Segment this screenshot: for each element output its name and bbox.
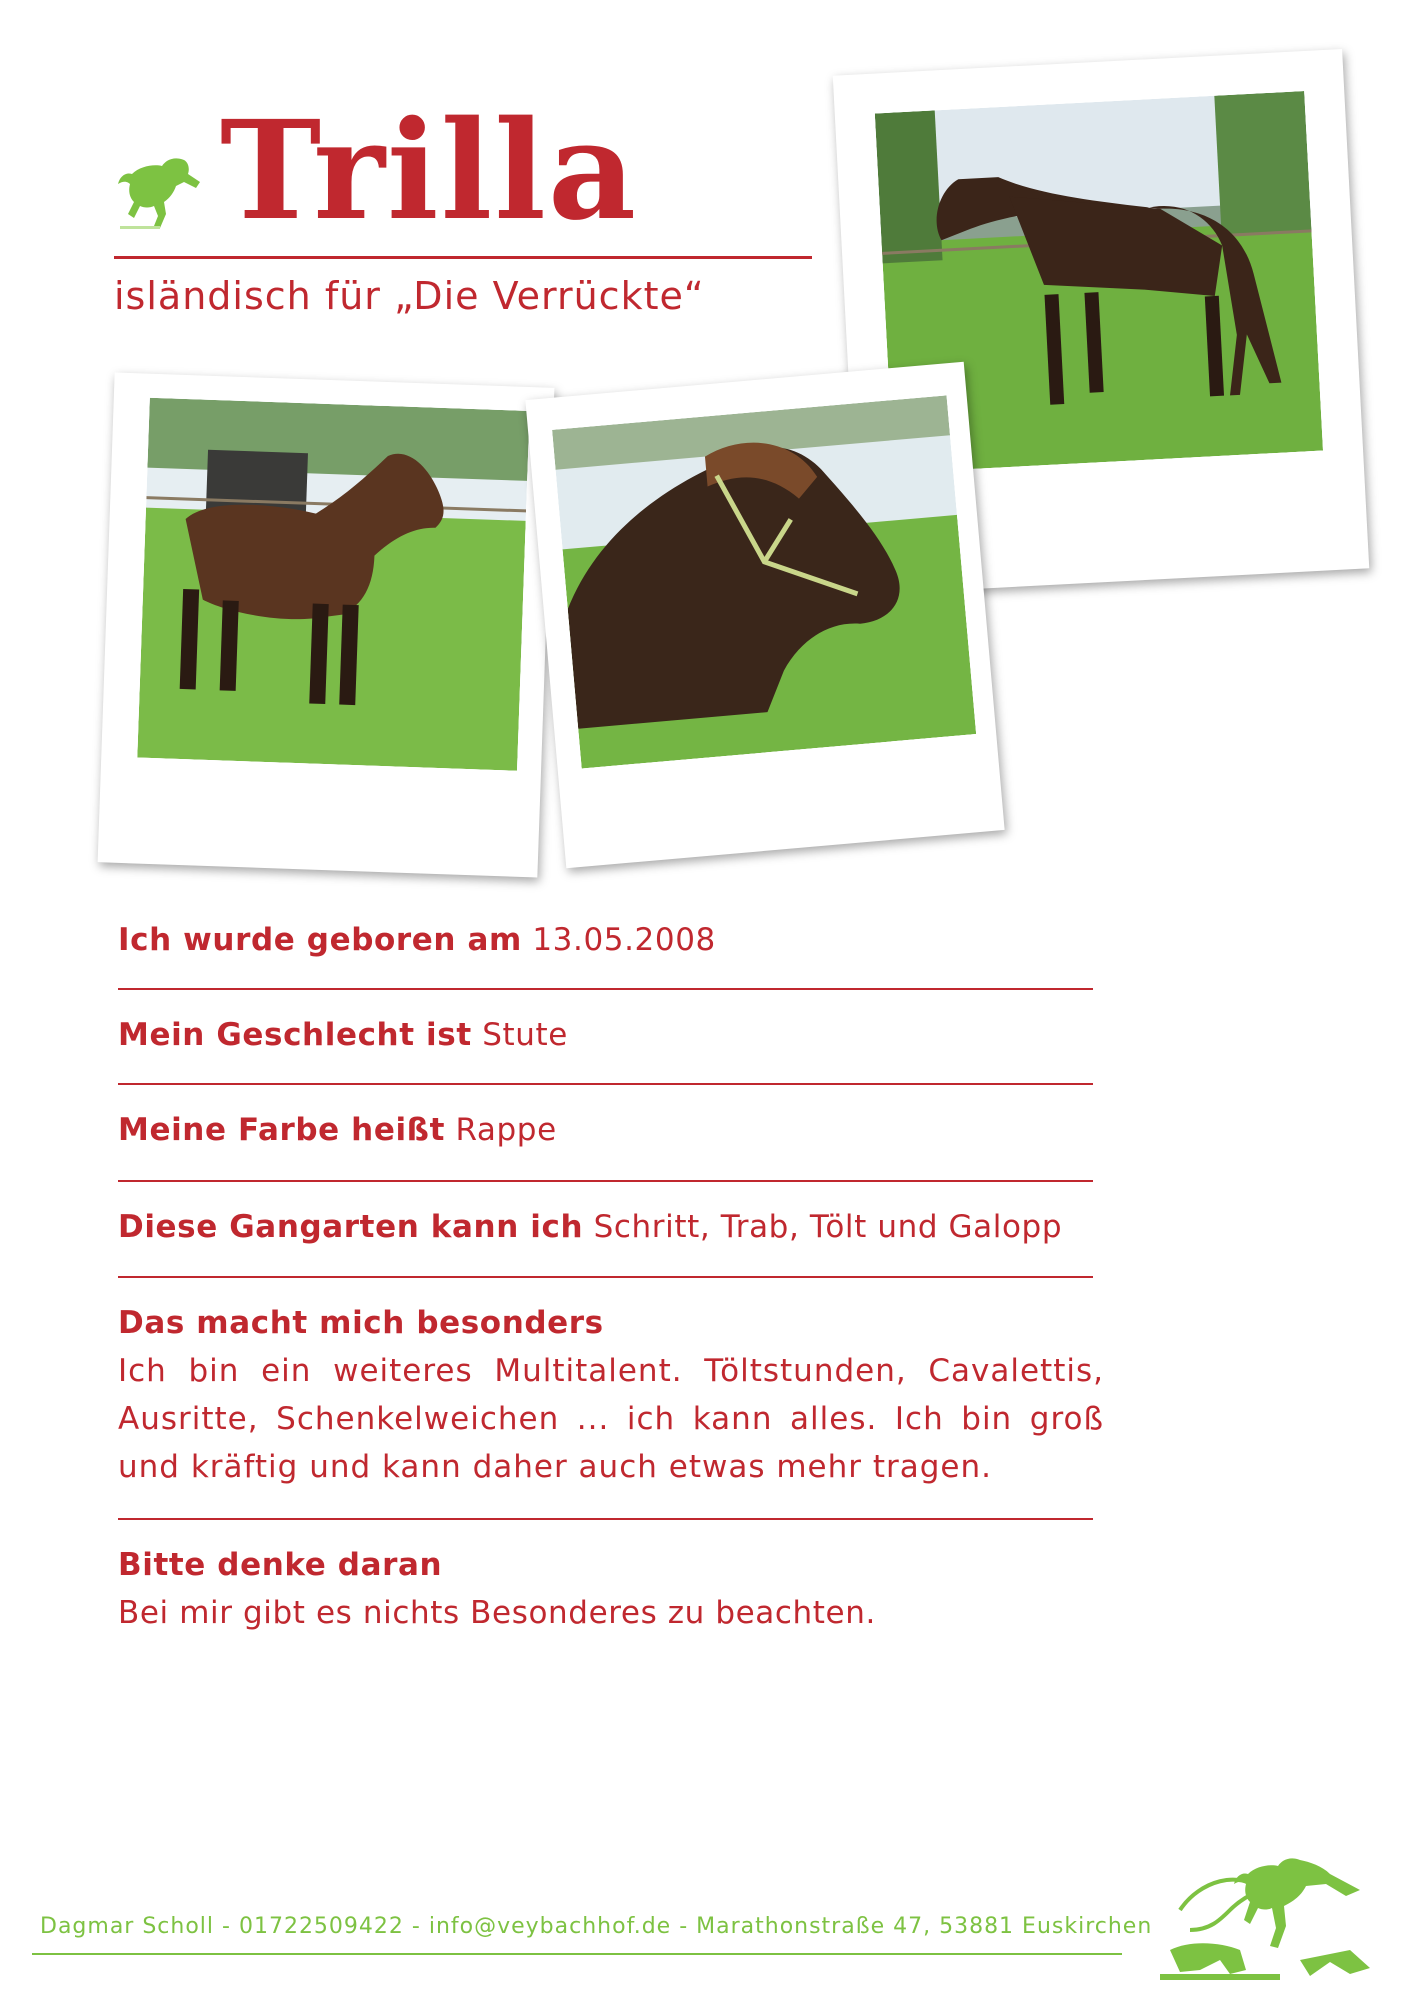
fact-label: Meine Farbe heißt [118, 1112, 445, 1148]
footer-divider [32, 1953, 1122, 1955]
divider [118, 1276, 1093, 1278]
photo-horse-standing-left [137, 398, 529, 771]
divider [118, 1083, 1093, 1085]
fact-value: Rappe [455, 1112, 557, 1148]
divider [118, 988, 1093, 990]
fact-label: Mein Geschlecht ist [118, 1017, 472, 1053]
fact-birthdate [118, 915, 1093, 965]
fact-sex [118, 1010, 1093, 1060]
fact-label: Diese Gangarten kann ich [118, 1209, 584, 1245]
photo-frame-3 [525, 362, 1004, 869]
horse-name-title: Trilla [220, 91, 639, 251]
divider [118, 1180, 1093, 1182]
fact-value: Stute [482, 1017, 568, 1053]
subtitle: isländisch für „Die Verrückte“ [114, 274, 705, 318]
photo-frame-2 [98, 372, 555, 877]
reminder-text: Bei mir gibt es nichts Besonderes zu beachten. [118, 1595, 876, 1631]
fact-value: Schritt, Trab, Tölt und Galopp [593, 1209, 1063, 1245]
fact-color [118, 1105, 1093, 1155]
special-heading: Das macht mich besonders [118, 1305, 604, 1341]
fact-value: 13.05.2008 [532, 922, 716, 958]
divider [118, 1518, 1093, 1520]
footer-contact: Dagmar Scholl - 01722509422 - info@veybachhof.de - Marathonstraße 47, 53881 Euskirchen [40, 1914, 1153, 1939]
title-underline [114, 256, 812, 259]
farm-logo-icon [1150, 1850, 1390, 1990]
special-text: Ich bin ein weiteres Multitalent. Töltstunden, Cavalettis, Ausritte, Schenkelweichen ... ich kann alles. Ich bin groß und kräftig und kann daher auch etwas mehr tragen. [118, 1353, 1104, 1485]
fact-gaits [118, 1202, 1093, 1252]
reminder-heading: Bitte denke daran [118, 1547, 443, 1583]
photo-horse-head-closeup [552, 395, 976, 768]
fact-label: Ich wurde geboren am [118, 922, 522, 958]
horse-logo-icon [114, 152, 210, 232]
